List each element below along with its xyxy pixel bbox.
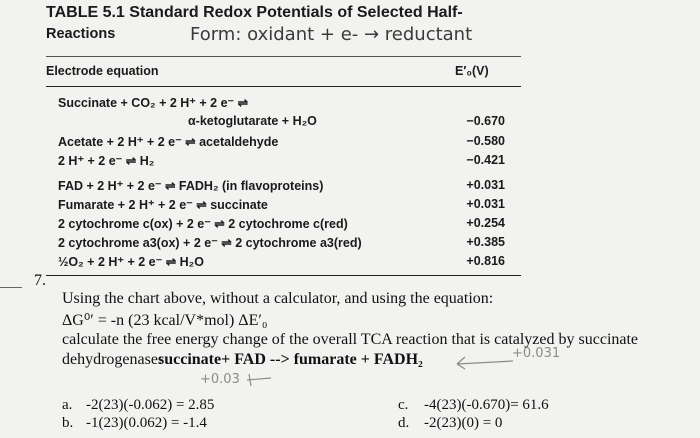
header-rule: [46, 86, 521, 87]
table-title: TABLE 5.1 Standard Redox Potentials of Selected Half-: [46, 4, 463, 21]
row-7-potential: +0.385: [466, 235, 505, 249]
bottom-rule: [46, 275, 521, 276]
top-rule: [46, 56, 521, 57]
question-line-1: Using the chart above, without a calculator, and using the equation:: [62, 290, 494, 307]
margin-line: [0, 287, 22, 288]
pen-note-right: +0.031: [512, 346, 561, 361]
row-8-equation: ½O₂ + 2 H⁺ + 2 e⁻ ⇌ H₂O: [58, 255, 204, 269]
row-6-potential: +0.254: [466, 216, 505, 230]
pen-arrow-icon: [455, 352, 515, 370]
row-5-potential: +0.031: [466, 197, 505, 211]
row-1-potential: −0.670: [466, 114, 505, 128]
question-reaction: succinate+ FAD --> fumarate + FADH₂: [158, 351, 423, 368]
answer-a-text: -2(23)(-0.062) = 2.85: [86, 397, 215, 413]
row-4-equation: FAD + 2 H⁺ + 2 e⁻ ⇌ FADH₂ (in flavoproteins): [58, 179, 324, 193]
row-2-potential: −0.580: [466, 134, 505, 148]
question-line-3: calculate the free energy change of the overall TCA reaction that is catalyzed by succinate: [62, 331, 639, 348]
handwritten-note: Form: oxidant + e- → reductant: [190, 24, 473, 45]
answer-a-letter: a.: [62, 397, 73, 413]
row-1-equation-part1: Succinate + CO₂ + 2 H⁺ + 2 e⁻ ⇌: [58, 96, 249, 110]
answer-d-text: -2(23)(0) = 0: [424, 415, 503, 431]
pen-note-under: +0.03: [200, 372, 240, 387]
pen-mark-icon: [245, 372, 273, 388]
question-line-4-prefix: dehydrogenase:: [62, 351, 163, 368]
column-header-equation: Electrode equation: [46, 64, 159, 78]
row-6-equation: 2 cytochrome c(ox) + 2 e⁻ ⇌ 2 cytochrome c(red): [58, 217, 348, 231]
row-3-potential: −0.421: [466, 153, 505, 167]
answer-b-text: -1(23)(0.062) = -1.4: [86, 415, 207, 431]
answer-b-letter: b.: [62, 415, 74, 431]
row-4-potential: +0.031: [466, 178, 505, 192]
column-header-potential: E′₀(V): [455, 64, 489, 78]
row-7-equation: 2 cytochrome a3(ox) + 2 e⁻ ⇌ 2 cytochrome a3(red): [58, 236, 362, 250]
answer-c-letter: c.: [398, 397, 409, 413]
table-title-continued: Reactions: [46, 26, 116, 42]
row-1-equation-part2: α-ketoglutarate + H₂O: [188, 114, 317, 128]
question-equation: ΔG⁰′ = -n (23 kcal/V*mol) ΔE′₀: [62, 312, 268, 329]
answer-d-letter: d.: [398, 415, 410, 431]
row-2-equation: Acetate + 2 H⁺ + 2 e⁻ ⇌ acetaldehyde: [58, 135, 279, 149]
row-8-potential: +0.816: [466, 254, 505, 268]
row-3-equation: 2 H⁺ + 2 e⁻ ⇌ H₂: [58, 154, 155, 168]
question-number: 7.: [34, 272, 46, 289]
answer-c-text: -4(23)(-0.670)= 61.6: [424, 397, 549, 413]
row-5-equation: Fumarate + 2 H⁺ + 2 e⁻ ⇌ succinate: [58, 198, 268, 212]
